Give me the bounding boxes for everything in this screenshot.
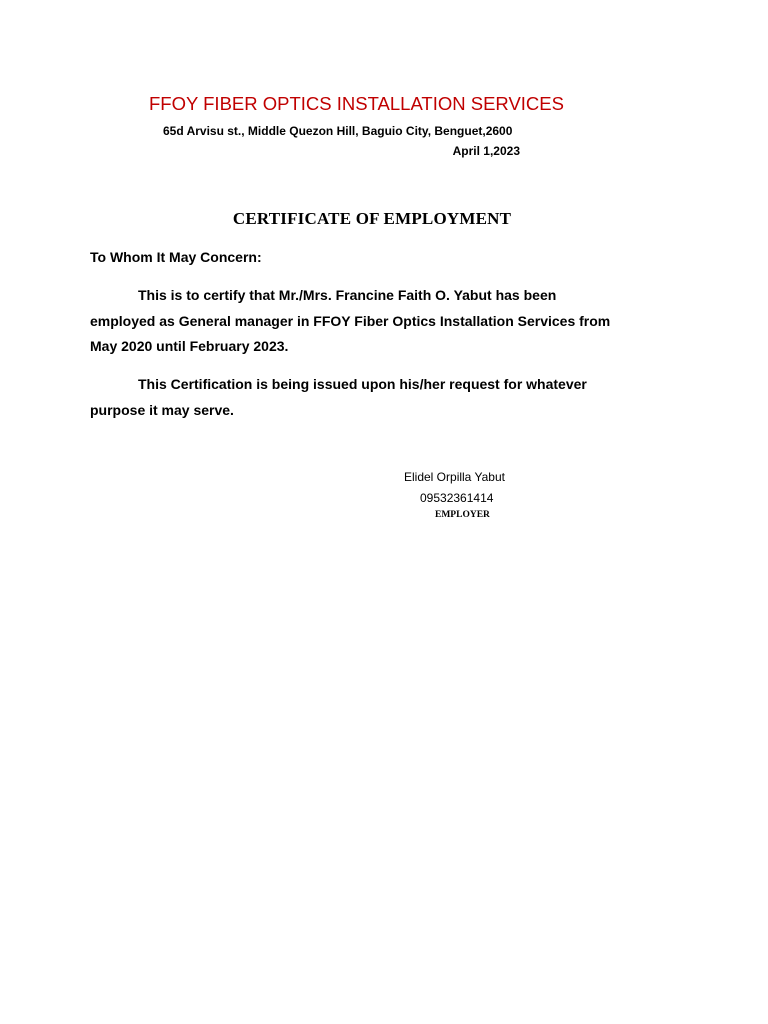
paragraph-line: purpose it may serve. [90, 401, 234, 418]
signatory-role: EMPLOYER [435, 510, 490, 520]
salutation: To Whom It May Concern: [90, 249, 262, 265]
signatory-phone: 09532361414 [420, 491, 494, 505]
paragraph-line: employed as General manager in FFOY Fiber Optics Installation Services from [90, 312, 611, 329]
document-title: CERTIFICATE OF EMPLOYMENT [232, 209, 512, 228]
company-name: FFOY FIBER OPTICS INSTALLATION SERVICES [149, 93, 564, 114]
paragraph-line: This is to certify that Mr./Mrs. Francine Faith O. Yabut has been [138, 287, 557, 303]
company-address: 65d Arvisu st., Middle Quezon Hill, Baguio City, Benguet,2600 [163, 124, 513, 138]
paragraph-line: This Certification is being issued upon his/her request for whatever [138, 376, 587, 392]
purpose-paragraph [90, 372, 670, 423]
signatory-name: Elidel Orpilla Yabut [404, 470, 505, 484]
certification-paragraph [90, 283, 670, 360]
document-date: April 1,2023 [452, 144, 520, 158]
paragraph-line: May 2020 until February 2023. [90, 338, 289, 354]
